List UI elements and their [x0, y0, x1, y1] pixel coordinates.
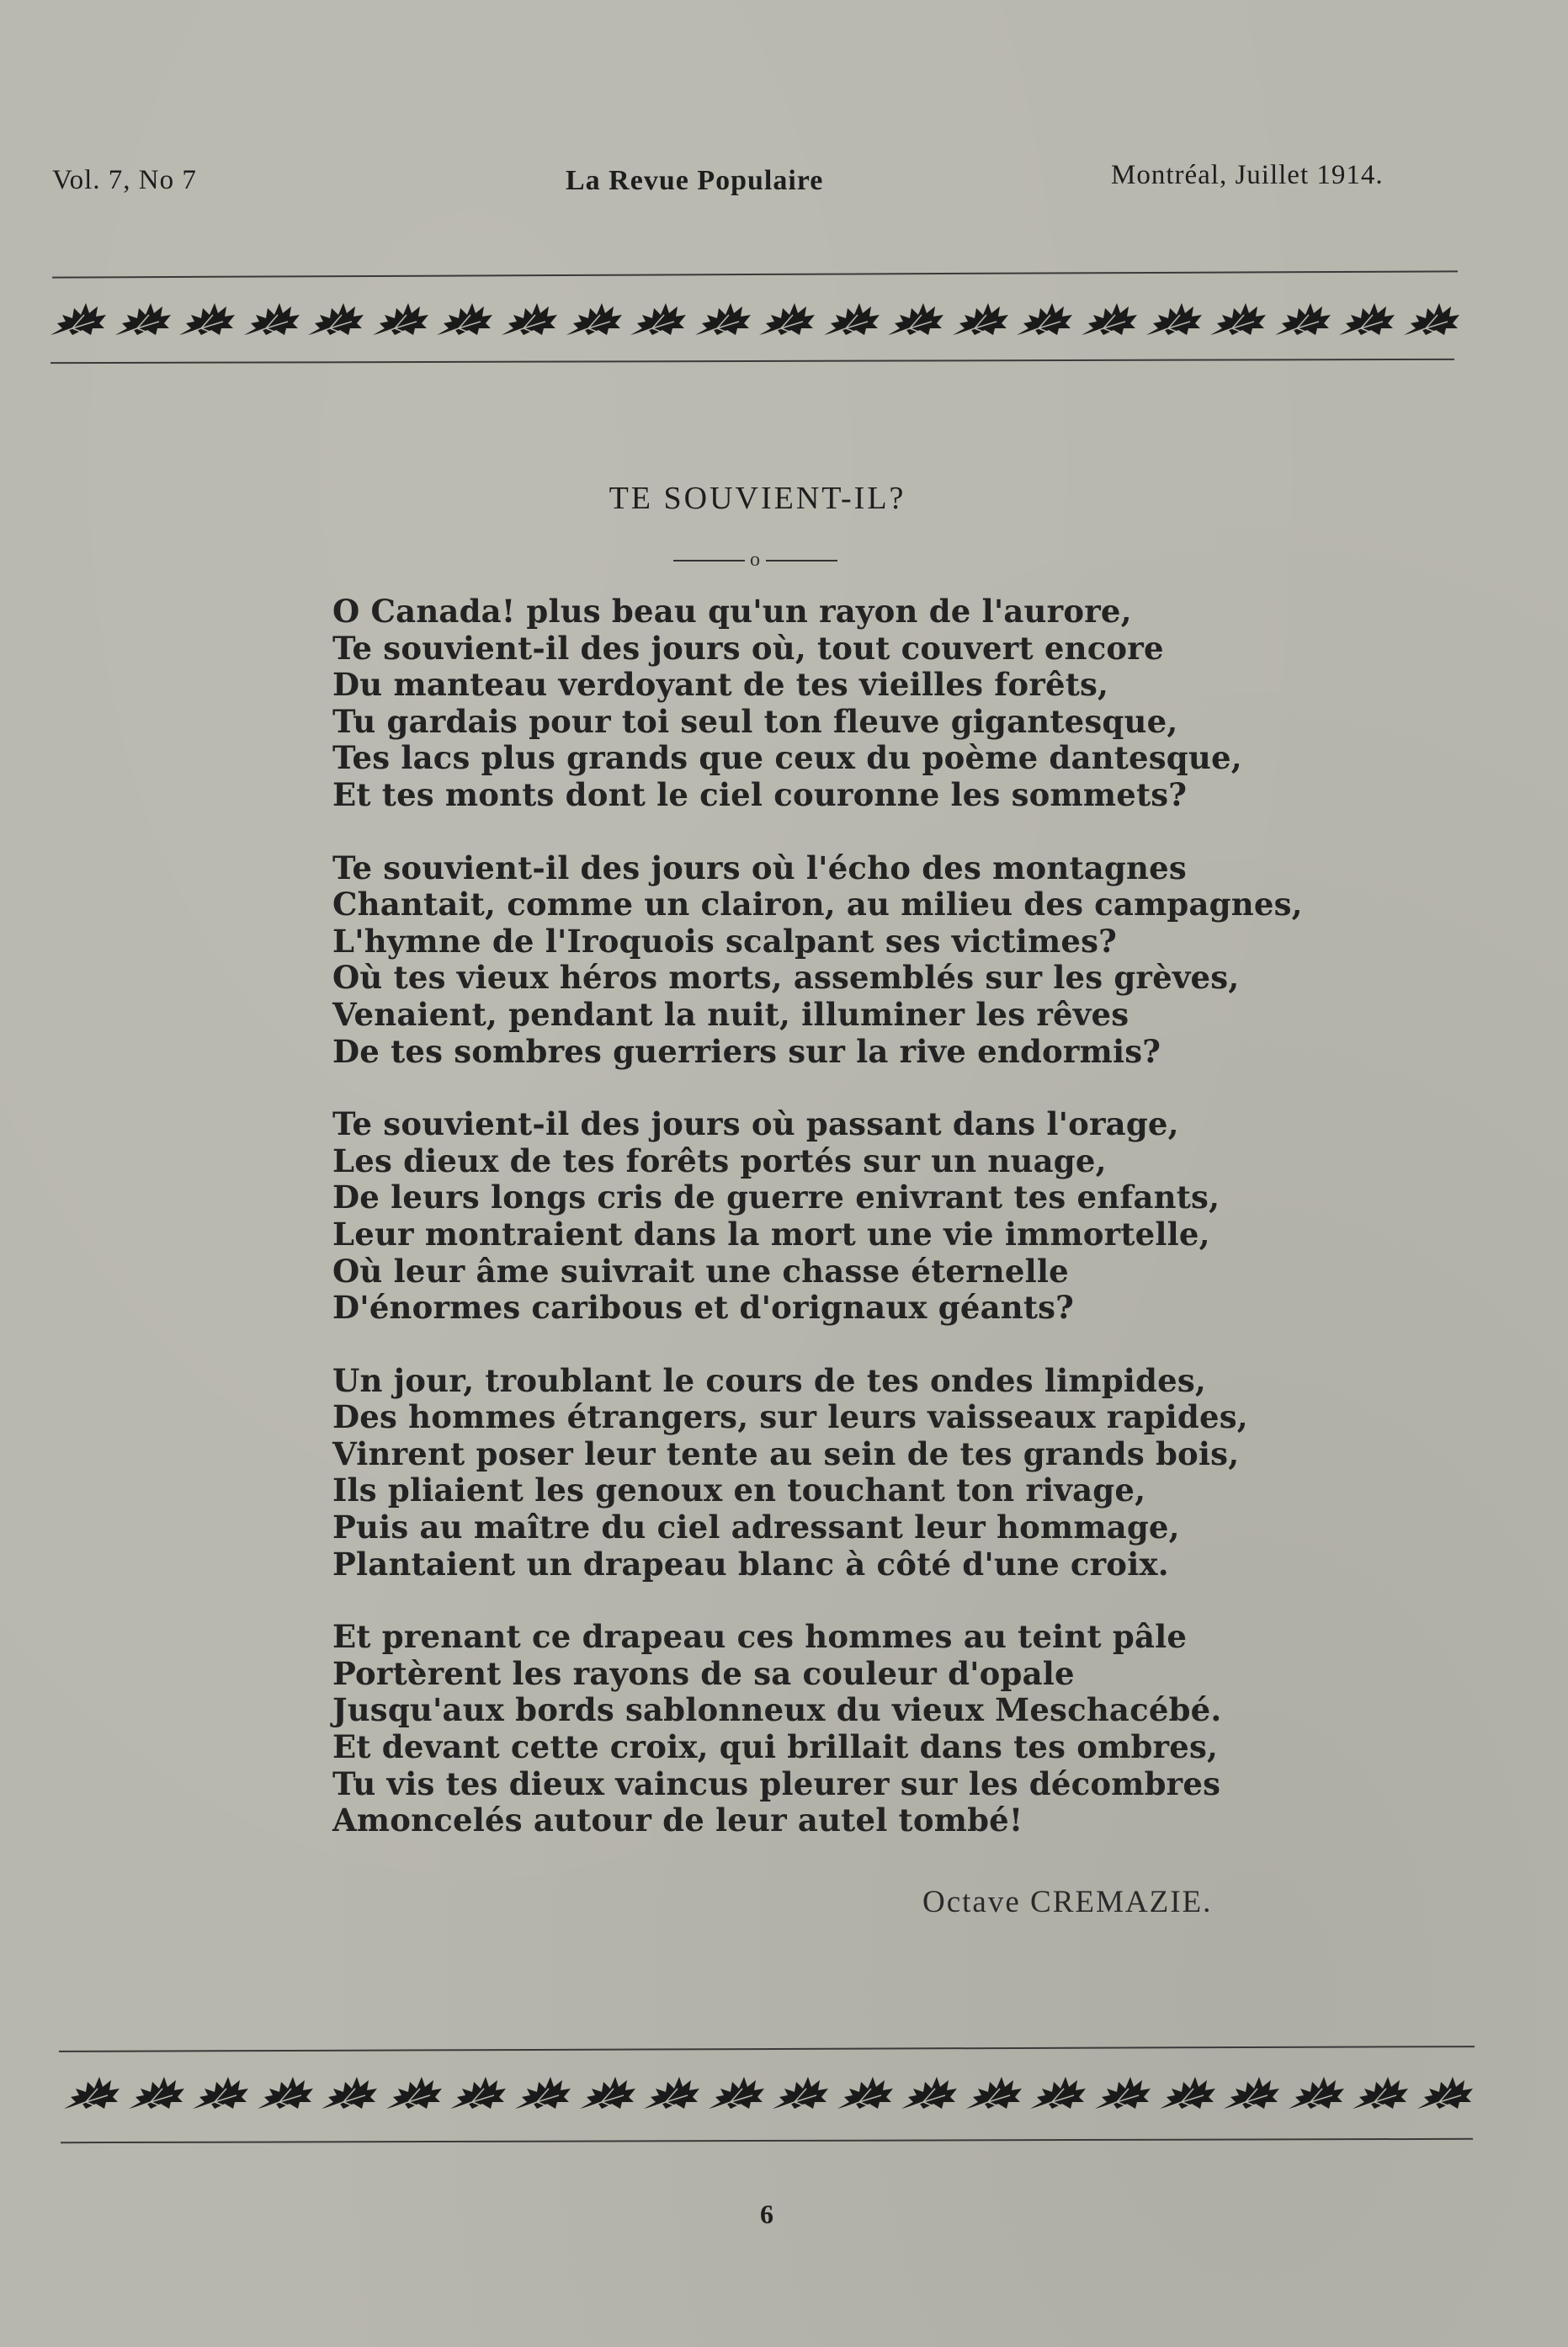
poem-line: D'énormes caribous et d'orignaux géants?	[332, 1289, 1075, 1327]
top-ornament-band	[47, 293, 1461, 345]
poem-title: TE SOUVIENT-IL?	[609, 481, 906, 516]
poem-line: Portèrent les rayons de sa couleur d'opale	[332, 1654, 1075, 1692]
maple-leaf-icon	[1207, 298, 1268, 340]
maple-leaf-icon	[1220, 2072, 1281, 2114]
maple-leaf-icon	[447, 2072, 508, 2114]
poem-line: Tu vis tes dieux vaincus pleurer sur les décombres	[332, 1764, 1221, 1802]
poem-line: O Canada! plus beau qu'un rayon de l'aurore,	[332, 593, 1132, 630]
poem-body	[332, 593, 1303, 1876]
maple-leaf-icon	[189, 2072, 250, 2114]
poem-line: Où tes vieux héros morts, assemblés sur les grèves,	[332, 959, 1240, 997]
maple-leaf-icon	[577, 2072, 637, 2114]
maple-leaf-icon	[112, 298, 173, 340]
poem-line: Où leur âme suivrait une chasse éternelle	[332, 1252, 1069, 1290]
poem-line: Tes lacs plus grands que ceux du poème dantesque,	[332, 739, 1242, 777]
poem-line: Puis au maître du ciel adressant leur hommage,	[332, 1509, 1180, 1546]
maple-leaf-icon	[176, 298, 237, 340]
page-number: 6	[760, 2199, 773, 2229]
maple-leaf-icon	[692, 298, 752, 340]
poem-line: Amoncelés autour de leur autel tombé!	[332, 1801, 1023, 1839]
maple-leaf-icon	[512, 2072, 572, 2114]
maple-leaf-icon	[1027, 2072, 1087, 2114]
maple-leaf-icon	[949, 298, 1010, 340]
maple-leaf-icon	[627, 298, 688, 340]
separator-glyph: o	[750, 549, 760, 571]
poem-line: De leurs longs cris de guerre enivrant tes enfants,	[332, 1179, 1220, 1216]
maple-leaf-icon	[1092, 2072, 1152, 2114]
maple-leaf-icon	[769, 2072, 830, 2114]
volume-label: Vol. 7, No 7	[52, 165, 197, 195]
maple-leaf-icon	[756, 298, 816, 340]
maple-leaf-icon	[305, 298, 365, 340]
maple-leaf-icon	[705, 2072, 766, 2114]
maple-leaf-icon	[254, 2072, 315, 2114]
maple-leaf-icon	[898, 2072, 959, 2114]
maple-leaf-icon	[1336, 298, 1396, 340]
poem-line: De tes sombres guerriers sur la rive endormis?	[332, 1032, 1161, 1070]
maple-leaf-icon	[821, 298, 881, 340]
poem-line: Leur montraient dans la mort une vie immortelle,	[332, 1215, 1210, 1253]
poem-line: Tu gardais pour toi seul ton fleuve gigantesque,	[332, 702, 1178, 740]
poem-line: Plantaient un drapeau blanc à côté d'une croix.	[332, 1545, 1169, 1583]
maple-leaf-icon	[563, 298, 624, 340]
maple-leaf-icon	[61, 2072, 121, 2114]
publication-title: La Revue Populaire	[566, 165, 824, 196]
poem-line: Te souvient-il des jours où passant dans l'orage,	[332, 1105, 1179, 1143]
poem-line: Du manteau verdoyant de tes vieilles forêts,	[332, 666, 1109, 704]
poem-line: Les dieux de tes forêts portés sur un nuage,	[332, 1142, 1107, 1179]
maple-leaf-icon	[640, 2072, 701, 2114]
maple-leaf-icon	[433, 298, 494, 340]
maple-leaf-icon	[1156, 2072, 1217, 2114]
title-separator	[673, 547, 837, 572]
poem-line: Des hommes étrangers, sur leurs vaisseaux rapides,	[332, 1398, 1248, 1436]
top-rule-upper	[52, 270, 1458, 278]
poem-stanza	[332, 593, 1292, 814]
poem-line: L'hymne de l'Iroquois scalpant ses victimes?	[332, 922, 1118, 960]
poem-stanza	[332, 849, 1303, 1071]
poem-line: Jusqu'aux bords sablonneux du vieux Meschacébé.	[332, 1691, 1222, 1729]
poem-line: Et tes monts dont le ciel couronne les sommets?	[332, 775, 1188, 813]
maple-leaf-icon	[125, 2072, 186, 2114]
maple-leaf-icon	[834, 2072, 895, 2114]
poem-line: Te souvient-il des jours où, tout couvert encore	[332, 629, 1164, 667]
poem-line: Chantait, comme un clairon, au milieu des campagnes,	[332, 886, 1303, 923]
poem-line: Et devant cette croix, qui brillait dans tes ombres,	[332, 1728, 1219, 1766]
maple-leaf-icon	[1272, 298, 1332, 340]
maple-leaf-icon	[498, 298, 559, 340]
maple-leaf-icon	[318, 2072, 379, 2114]
bottom-rule-lower	[61, 2138, 1473, 2143]
maple-leaf-icon	[1013, 298, 1074, 340]
maple-leaf-icon	[1349, 2072, 1410, 2114]
poem-line: Ils pliaient les genoux en touchant ton rivage,	[332, 1472, 1146, 1509]
poem-line: Un jour, troublant le cours de tes ondes limpides,	[332, 1361, 1206, 1399]
maple-leaf-icon	[241, 298, 301, 340]
bottom-ornament-band	[61, 2067, 1475, 2119]
maple-leaf-icon	[383, 2072, 444, 2114]
maple-leaf-icon	[885, 298, 945, 340]
poem-line: Te souvient-il des jours où l'écho des montagnes	[332, 849, 1187, 886]
maple-leaf-icon	[1285, 2072, 1346, 2114]
poem-line: Et prenant ce drapeau ces hommes au teint pâle	[332, 1618, 1188, 1656]
place-date: Montréal, Juillet 1914.	[1111, 160, 1384, 190]
poem-stanza	[332, 1106, 1292, 1327]
maple-leaf-icon	[369, 298, 430, 340]
poem-line: Vinrent poser leur tente au sein de tes grands bois,	[332, 1434, 1240, 1472]
maple-leaf-icon	[963, 2072, 1023, 2114]
author-signature: Octave CREMAZIE.	[922, 1885, 1213, 1919]
maple-leaf-icon	[1401, 298, 1461, 340]
poem-line: Venaient, pendant la nuit, illuminer les rêves	[332, 995, 1129, 1033]
maple-leaf-icon	[1414, 2072, 1475, 2114]
top-rule-lower	[50, 359, 1454, 364]
poem-stanza	[332, 1363, 1292, 1583]
maple-leaf-icon	[1078, 298, 1139, 340]
bottom-rule-upper	[59, 2046, 1475, 2052]
maple-leaf-icon	[1143, 298, 1204, 340]
maple-leaf-icon	[47, 298, 108, 340]
poem-stanza	[332, 1619, 1292, 1839]
